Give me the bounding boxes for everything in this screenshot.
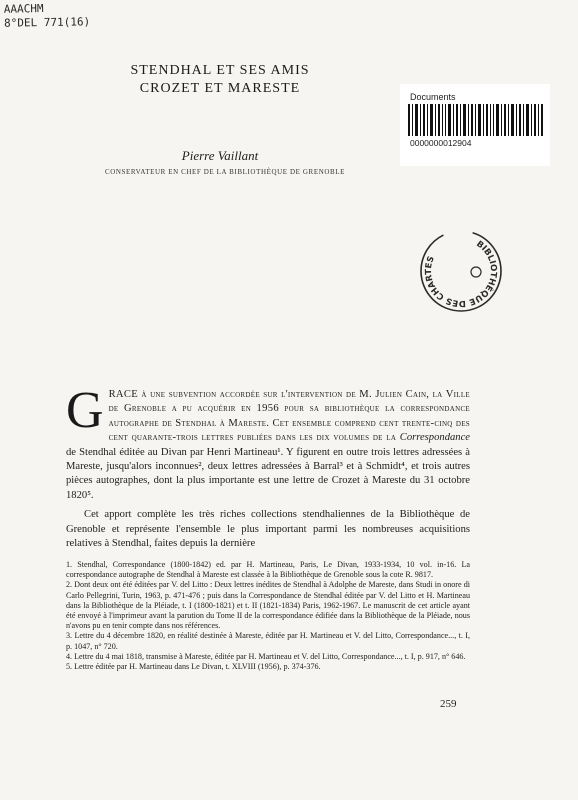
title-line-2: CROZET ET MARESTE [139, 81, 301, 96]
correspondance-title: Correspondance [399, 432, 470, 444]
library-stamp-icon [416, 226, 506, 316]
barcode-heading: Documents [410, 92, 456, 102]
paragraph-1-rest: de Stendhal éditée au Divan par Henri Martineau¹. Y figurent en outre trois lettres adressées à Mareste, jusqu'alors inconnues², deux lettres adressées à Barral³ et à Schmidt⁴, et trois autres pièces autographes, dont la plus importante est une lettre de Crozet à Mareste du 31 octobre 1820⁵. [66, 446, 470, 501]
stamp-text: BIBLIOTHÈQUE DES CHARTES [423, 239, 499, 309]
author-name: Pierre Vaillant [181, 148, 259, 163]
barcode-number: 0000000012904 [410, 138, 472, 148]
svg-text:BIBLIOTHÈQUE DES CHARTES [416, 226, 506, 316]
barcode-label [400, 84, 550, 166]
footnote-1: 1. Stendhal, Correspondance (1800-1842) ed. par H. Martineau, Paris, Le Divan, 1933-1934, 10 vol. in-16. La correspondance autographe de Stendhal à Mareste est classée à la Bibliothèque de Grenoble sous la cote R. 9817. [66, 560, 470, 580]
paragraph-2: Cet apport complète les très riches collections stendhaliennes de la Bibliothèque de Grenoble et représente l'ensemble le plus important parmi les nombreuses acquisitions relatives à Stendhal, faites depuis la dernière [66, 509, 470, 550]
paragraph-1 [66, 382, 470, 503]
footnote-3: 3. Lettre du 4 décembre 1820, en réalité destinée à Mareste, éditée par H. Martineau et V. del Litto, Correspondance..., t. I, p. 1047, n° 720. [66, 631, 470, 651]
article-title [70, 62, 370, 98]
footnotes [66, 560, 470, 672]
footnote-5: 5. Lettre éditée par H. Martineau dans Le Divan, t. XLVIII (1956), p. 374-376. [66, 662, 321, 672]
footnote-2: 2. Dont deux ont été éditées par V. del Litto : Deux lettres inédites de Stendhal à Adolphe de Mareste, dans Studi in onore di Carlo Pellegrini, Turin, 1963, p. 471-476 ; puis dans la Correspondance de Stendhal éditée par V. del Litto et H. Martineau dans la Bibliothèque de la Pléiade, t. I (1800-1821) et t. II (1821-1834) Paris, 1962-1967. Le manuscrit de cet article ayant été envoyé à l'imprimeur avant la parution du Tome II de la correspondance édifiée dans la Bibliothèque de la Pléiade, nous n'avons pu en tenir compte dans nos références. [66, 580, 470, 631]
article-body [66, 382, 470, 551]
footnote-4: 4. Lettre du 4 mai 1818, transmise à Mareste, éditée par H. Martineau et V. del Litto, Correspondance..., t. I, p. 917, n° 646. [66, 651, 466, 661]
page-number: 259 [440, 698, 457, 710]
call-number-line-2: 8°DEL 771(16) [4, 15, 91, 30]
title-line-1: STENDHAL ET SES AMIS [130, 63, 310, 78]
drop-cap: G [66, 382, 104, 439]
author-affiliation: CONSERVATEUR EN CHEF DE LA BIBLIOTHÈQUE DE GRENOBLE [104, 168, 346, 176]
handwritten-call-number [4, 1, 91, 30]
barcode-icon [408, 104, 544, 136]
paragraph-1-opening: RACE à une subvention accordée sur l'intervention de M. Julien Cain, la Ville de Grenoble a pu acquérir en 1956 pour sa bibliothèque la correspondance autographe de Stendhal à Mareste. Cet ensemble comprend cent trente-cinq des cent quarante-trois lettres publiées dans les dix volumes de la [108, 389, 470, 444]
call-number-line-1: AAACHM [3, 2, 44, 16]
